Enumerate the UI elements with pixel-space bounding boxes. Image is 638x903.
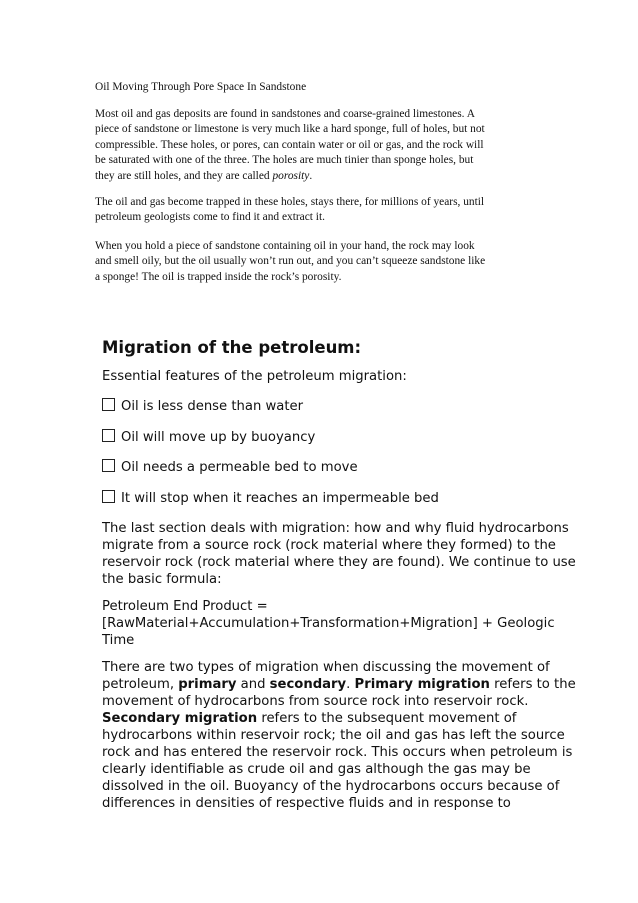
text-line: compressible. These holes, or pores, can contain water or oil or gas, and the rock will bbox=[95, 138, 484, 151]
feature-item bbox=[102, 490, 582, 507]
checkbox-icon bbox=[102, 459, 115, 472]
feature-item bbox=[102, 398, 582, 415]
text-line bbox=[102, 710, 582, 727]
text-line: be saturated with one of the three. The holes are much tinier than sponge holes, but bbox=[95, 154, 474, 167]
formula-paragraph bbox=[102, 598, 582, 649]
last-section-paragraph bbox=[102, 520, 582, 588]
checkbox-icon bbox=[102, 429, 115, 442]
text-line: and smell oily, but the oil usually won’t run out, and you can’t squeeze sandstone like bbox=[95, 255, 486, 268]
text-line: clearly identifiable as crude oil and gas although the gas may be bbox=[102, 762, 531, 777]
text-fragment: . bbox=[309, 169, 313, 182]
text-line: The oil and gas become trapped in these holes, stays there, for millions of years, until bbox=[95, 196, 485, 208]
text-line: differences in densities of respective fluids and in response to bbox=[102, 796, 511, 811]
migration-heading: Migration of the petroleum: bbox=[102, 338, 362, 357]
text-line bbox=[102, 676, 582, 693]
text-line: a sponge! The oil is trapped inside the rock’s porosity. bbox=[95, 270, 342, 283]
text-line: rock and has entered the reservoir rock. This occurs when petroleum is bbox=[102, 745, 573, 760]
text-line: piece of sandstone or limestone is very much like a hard sponge, full of holes, but not bbox=[95, 123, 485, 136]
intro-paragraph-1 bbox=[95, 107, 555, 184]
text-line: [RawMaterial+Accumulation+Transformation+Migration] + Geologic bbox=[102, 616, 555, 631]
text-line bbox=[95, 169, 555, 184]
feature-label: Oil needs a permeable bed to move bbox=[121, 460, 358, 475]
text-line: Time bbox=[102, 633, 135, 648]
feature-item bbox=[102, 459, 582, 476]
migration-types-paragraph bbox=[102, 659, 582, 812]
intro-title-block bbox=[95, 80, 555, 95]
text-fragment: petroleum, bbox=[102, 677, 179, 692]
intro-paragraph-3 bbox=[95, 239, 555, 285]
text-line: petroleum geologists come to find it and extract it. bbox=[95, 211, 325, 224]
secondary-term: secondary bbox=[269, 677, 347, 692]
secondary-migration-term: Secondary migration bbox=[102, 711, 258, 726]
feature-item bbox=[102, 429, 582, 446]
text-line: When you hold a piece of sandstone containing oil in your hand, the rock may look bbox=[95, 240, 475, 252]
primary-migration-term: Primary migration bbox=[354, 677, 490, 692]
text-line: the basic formula: bbox=[102, 572, 222, 587]
text-line: reservoir rock (rock material where they are found). We continue to use bbox=[102, 555, 576, 570]
text-line: Most oil and gas deposits are found in sandstones and coarse-grained limestones. A bbox=[95, 108, 475, 120]
text-line: Petroleum End Product = bbox=[102, 599, 268, 614]
text-fragment: they are still holes, and they are called bbox=[95, 169, 273, 182]
feature-label: Oil is less dense than water bbox=[121, 399, 304, 414]
feature-label: Oil will move up by buoyancy bbox=[121, 430, 316, 445]
checkbox-icon bbox=[102, 398, 115, 411]
primary-term: primary bbox=[178, 677, 237, 692]
text-line: dissolved in the oil. Buoyancy of the hydrocarbons occurs because of bbox=[102, 779, 560, 794]
intro-paragraph-2 bbox=[95, 195, 555, 226]
feature-label: It will stop when it reaches an impermeable bed bbox=[121, 491, 439, 506]
intro-title: Oil Moving Through Pore Space In Sandstone bbox=[95, 81, 307, 93]
text-line: There are two types of migration when discussing the movement of bbox=[102, 660, 550, 675]
text-line: movement of hydrocarbons from source rock into reservoir rock. bbox=[102, 694, 529, 709]
text-fragment: and bbox=[236, 677, 270, 692]
porosity-term: porosity bbox=[272, 169, 310, 182]
checkbox-icon bbox=[102, 490, 115, 503]
text-fragment: refers to the bbox=[489, 677, 576, 692]
text-fragment: . bbox=[346, 677, 355, 692]
text-line: migrate from a source rock (rock material where they formed) to the bbox=[102, 538, 556, 553]
features-intro: Essential features of the petroleum migration: bbox=[102, 369, 407, 384]
text-line: hydrocarbons within reservoir rock; the oil and gas has left the source bbox=[102, 728, 565, 743]
text-fragment: refers to the subsequent movement of bbox=[257, 711, 517, 726]
text-line: The last section deals with migration: how and why fluid hydrocarbons bbox=[102, 521, 569, 536]
